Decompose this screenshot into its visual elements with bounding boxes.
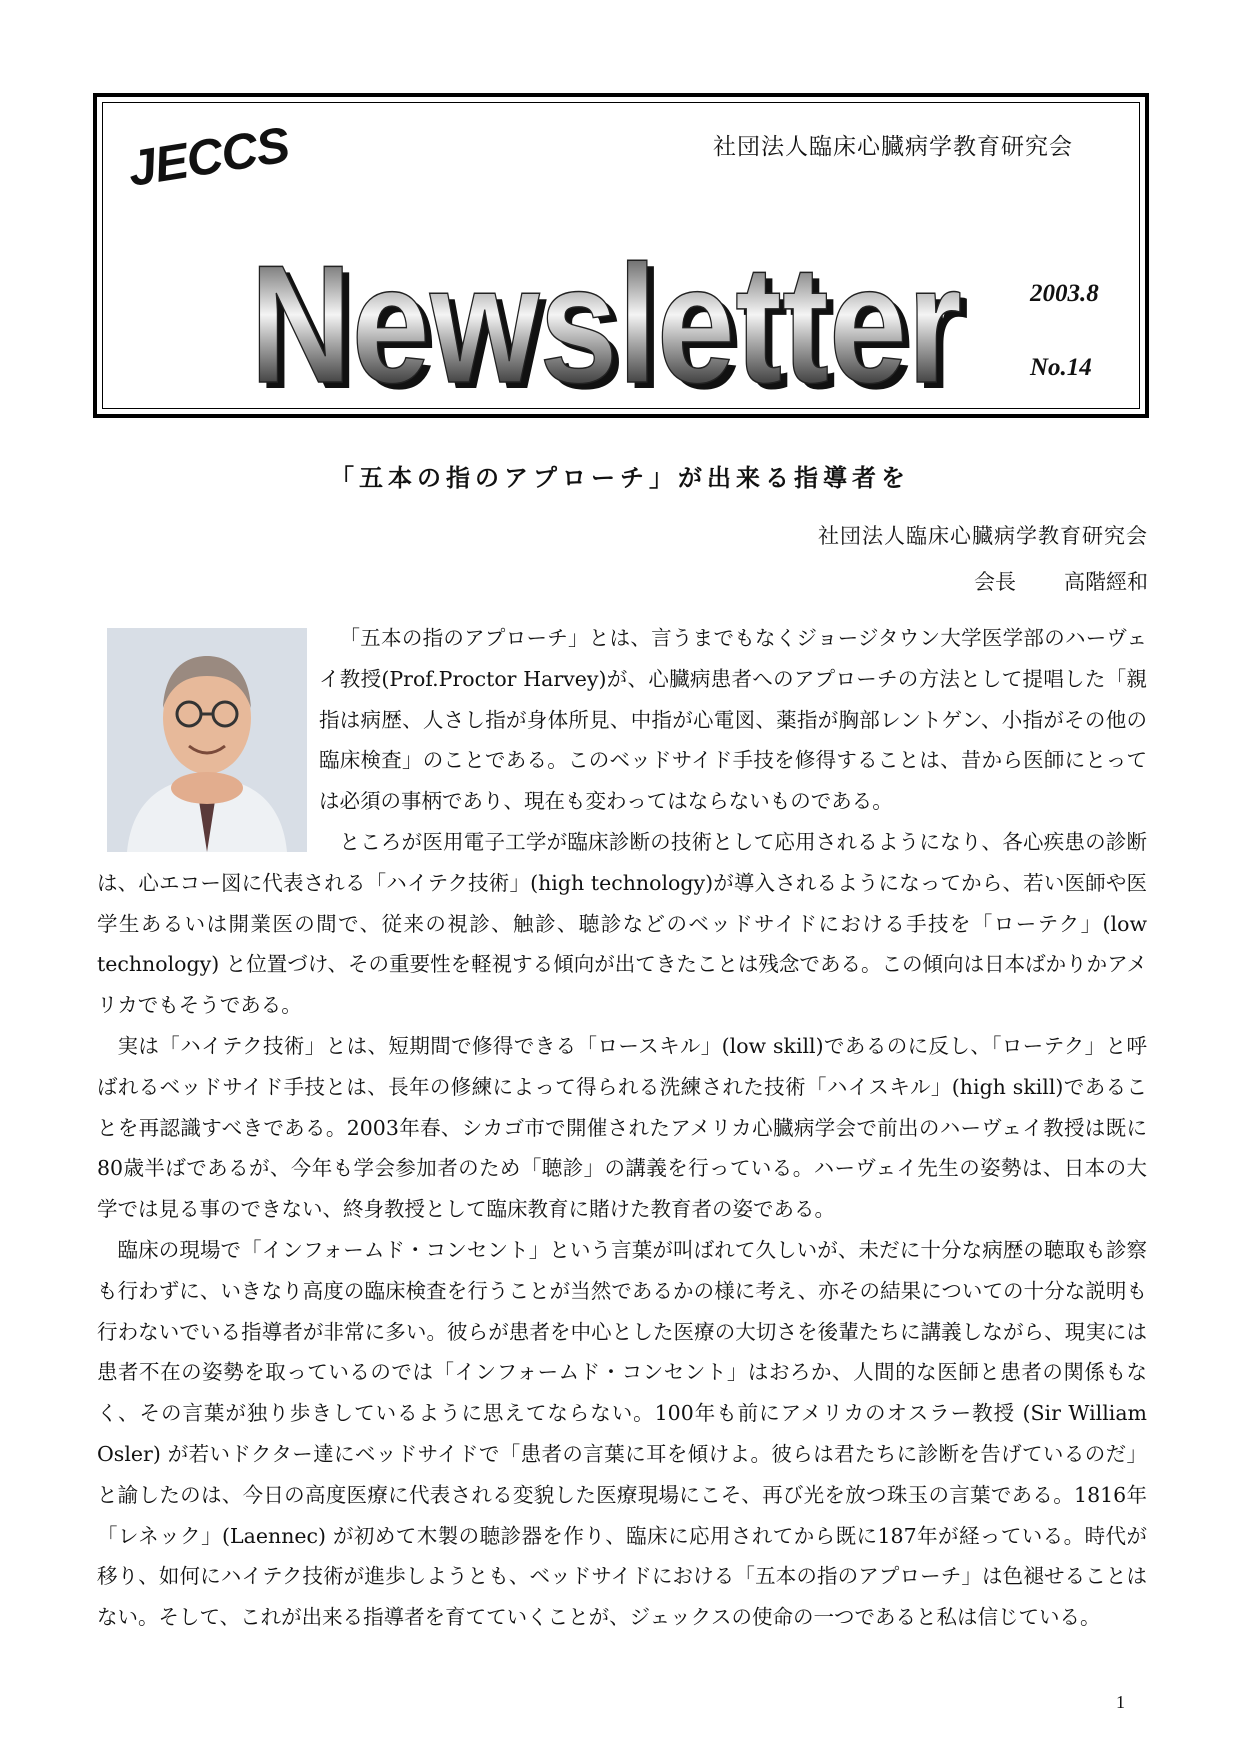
article-title: 「五本の指のアプローチ」が出来る指導者を (330, 464, 910, 492)
author-line (974, 566, 1148, 596)
issue-number: No.14 (1030, 354, 1092, 381)
author-name: 高階經和 (1064, 570, 1148, 594)
organization-name: 社団法人臨床心臓病学教育研究会 (713, 134, 1073, 160)
issue-date: 2003.8 (1030, 280, 1099, 307)
paragraph: 実は「ハイテク技術」とは、短期間で修得できる「ロースキル」(low skill)であるのに反し、「ローテク」と呼ばれるベッドサイド手技とは、長年の修練によって得られる洗練された技術「ハイスキル」(high skill)であることを再認識すべきである。2003年春、シカゴ市で開催されたアメリカ心臓病学会で前出のハーヴェイ教授は既に80歳半ばであるが、今年も学会参加者のため「聴診」の講義を行っている。ハーヴェイ先生の姿勢は、日本の大学では見る事のできない、終身教授として臨床教育に賭けた教育者の姿である。 (97, 1033, 1147, 1222)
masthead-face: Newsletter (250, 230, 962, 402)
portrait-wrap-space (97, 618, 319, 853)
paragraph: 臨床の現場で「インフォームド・コンセント」という言葉が叫ばれて久しいが、未だに十分な病歴の聴取も診察も行わずに、いきなり高度の臨床検査を行うことが当然であるかの様に考え、亦その結果についての十分な説明も行わないでいる指導者が非常に多い。彼らが患者を中心とした医療の大切さを後輩たちに講義しながら、現実には患者不在の姿勢を取っているのでは「インフォームド・コンセント」はおろか、人間的な医師と患者の関係もなく、その言葉が独り歩きしているように思えてならない。100年も前にアメリカのオスラー教授 (Sir William Osler) が若いドクター達にベッドサイドで「患者の言葉に耳を傾けよ。彼らは君たちに診断を告げているのだ」と諭したのは、今日の高度医療に代表される変貌した医療現場にこそ、再び光を放つ珠玉の言葉である。1816年「レネック」(Laennec) が初めて木製の聴診器を作り、臨床に応用されてから既に187年が経っている。時代が移り、如何にハイテク技術が進歩しようとも、ベッドサイドにおける「五本の指のアプローチ」は色褪せることはない。そして、これが出来る指導者を育てていくことが、ジェックスの使命の一つであると私は信じている。 (97, 1237, 1147, 1630)
masthead-shadow: Newsletter (257, 236, 969, 402)
page-number: 1 (1116, 1692, 1125, 1712)
newsletter-masthead-logo (248, 222, 988, 402)
paragraph: ところが医用電子工学が臨床診断の技術として応用されるようになり、各心疾患の診断は、心エコー図に代表される「ハイテク技術」(high technology)が導入されるようになってから、若い医師や医学生あるいは開業医の間で、従来の視診、触診、聴診などのベッドサイドにおける手技を「ローテク」(low technology) と位置づけ、その重要性を軽視する傾向が出てきたことは残念である。この傾向は日本ばかりかアメリカでもそうである。 (97, 829, 1147, 1018)
author-role: 会長 (974, 570, 1016, 594)
paragraph: 「五本の指のアプローチ」とは、言うまでもなくジョージタウン大学医学部のハーヴェイ教授(Prof.Proctor Harvey)が、心臓病患者へのアプローチの方法として提唱した「親指は病歴、人さし指が身体所見、中指が心電図、薬指が胸部レントゲン、小指がその他の臨床検査」のことである。このベッドサイド手技を修得することは、昔から医師にとっては必須の事柄であり、現在も変わってはならないものである。 (319, 626, 1147, 814)
article-body (97, 618, 1147, 1638)
jeccs-logo: JECCS (124, 116, 293, 198)
author-organization: 社団法人臨床心臓病学教育研究会 (818, 524, 1148, 548)
